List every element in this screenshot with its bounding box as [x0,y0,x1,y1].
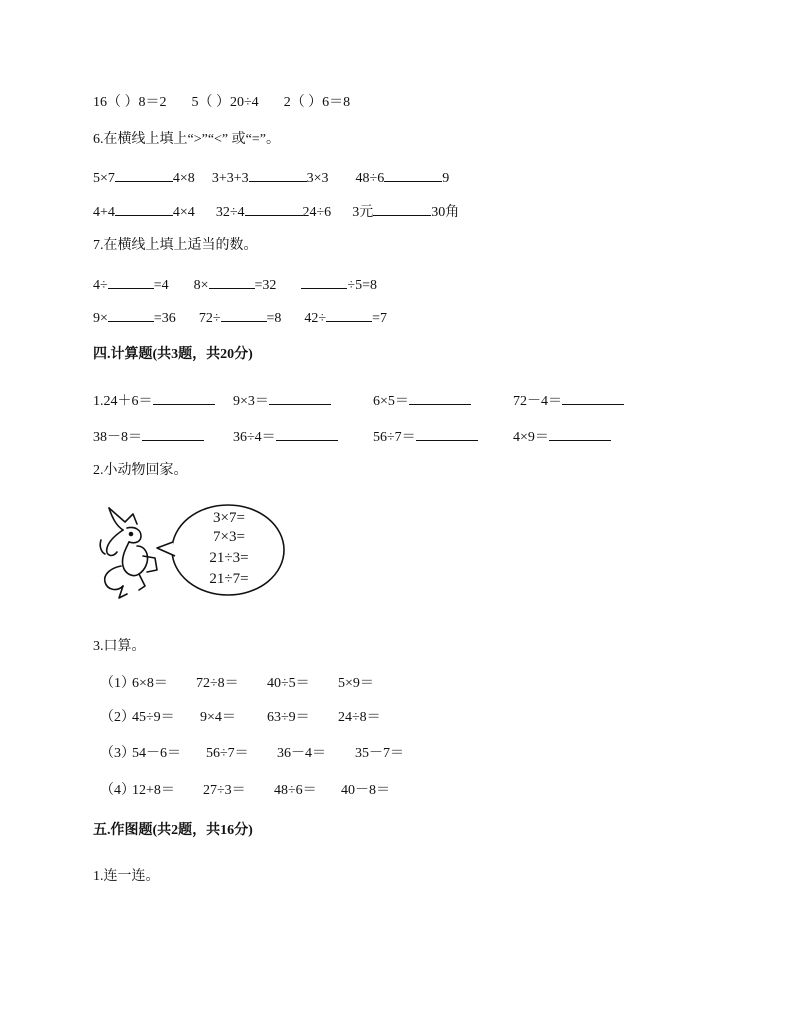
q7-title: 7.在横线上填上适当的数。 [93,238,258,253]
answer-blank[interactable] [549,426,611,441]
q5-row [93,94,350,112]
answer-blank[interactable] [245,201,303,216]
answer-blank[interactable] [209,274,255,289]
q7-r1-right-2: =32 [254,278,277,293]
squirrel-icon [100,508,157,598]
q5-item-2: 5（ ）20÷4 [191,95,259,110]
q7-r2-right-1: =36 [153,311,176,326]
q6-r2-right-2: 24÷6 [302,205,332,220]
q7-r2-right-2: =8 [266,311,282,326]
q6-r2-left-2: 32÷4 [215,205,245,220]
bubble-item-3: 21÷3= [209,550,249,566]
answer-blank[interactable] [115,201,173,216]
section-5-title: 五.作图题(共2题，共16分) [93,823,253,838]
calc-1: 1.24＋6＝ [93,390,215,411]
q6-row-2 [93,201,459,222]
calc-6: 36÷4＝ [233,426,338,447]
oral-item: 40÷5＝ [267,676,310,691]
oral-item: 48÷6＝ [274,783,317,798]
calc-2: 9×3＝ [233,390,331,411]
oral-item: 56÷7＝ [206,746,249,761]
answer-blank[interactable] [276,426,338,441]
bubble-item-4: 21÷7= [209,571,249,587]
answer-blank[interactable] [249,167,307,182]
oral-item: 24÷8＝ [338,710,381,725]
answer-blank[interactable] [115,167,173,182]
q7-r2-right-3: =7 [372,311,387,326]
q6-row-1 [93,167,449,188]
q2-title: 2.小动物回家。 [93,463,188,478]
q6-title: 6.在横线上填上“>”“<” 或“=”。 [93,132,280,147]
q3-title: 3.口算。 [93,639,146,654]
q7-r2-left-1: 9× [93,311,108,326]
oral-item: 45÷9＝ [132,710,175,725]
answer-blank[interactable] [384,167,442,182]
oral-row-num: （2） [100,710,135,725]
answer-blank[interactable] [142,426,204,441]
q6-r1-right-3: 9 [442,171,450,186]
speech-bubble-tail [157,542,175,556]
bubble-item-2: 7×3= [213,529,245,545]
q6-r2-right-3: 30角 [431,205,460,220]
q6-r1-left-3: 48÷6 [355,171,385,186]
q6-r1-right-2: 3×3 [306,171,329,186]
oral-item: 35－7＝ [355,746,404,761]
calc-5: 38－8＝ [93,426,204,447]
q6-r2-right-1: 4×4 [172,205,195,220]
q7-r1-right-3: ÷5=8 [347,278,377,293]
q7-r1-right-1: =4 [153,278,169,293]
q6-r2-left-1: 4+4 [93,205,115,220]
q7-r1-left-2: 8× [193,278,209,293]
section-5-q1-title: 1.连一连。 [93,869,160,884]
oral-item: 54－6＝ [132,746,181,761]
oral-item: 6×8＝ [132,676,168,691]
q7-row-1 [93,274,377,295]
bubble-item-1: 3×7= [213,510,245,526]
q5-item-3: 2（ ）6＝8 [283,95,351,110]
oral-item: 63÷9＝ [267,710,310,725]
answer-blank[interactable] [326,307,372,322]
answer-blank[interactable] [373,201,431,216]
answer-blank[interactable] [416,426,478,441]
answer-blank[interactable] [409,390,471,405]
q7-r2-left-2: 72÷ [198,311,221,326]
answer-blank[interactable] [108,274,154,289]
answer-blank[interactable] [562,390,624,405]
calc-8: 4×9＝ [513,426,611,447]
answer-blank[interactable] [153,390,215,405]
q6-r1-left-1: 5×7 [93,171,115,186]
q7-r2-left-3: 42÷ [304,311,327,326]
oral-row-num: （4） [100,783,135,798]
answer-blank[interactable] [221,307,267,322]
q6-r1-left-2: 3+3+3 [211,171,249,186]
calc-4: 72－4＝ [513,390,624,411]
q7-r1-left-1: 4÷ [93,278,108,293]
answer-blank[interactable] [108,307,154,322]
q6-r2-left-3: 3元 [352,205,374,220]
q5-item-1: 16（ ）8＝2 [93,95,167,110]
answer-blank[interactable] [301,274,347,289]
calc-7: 56÷7＝ [373,426,478,447]
oral-item: 27÷3＝ [203,783,246,798]
oral-row-num: （3） [100,746,135,761]
oral-item: 12+8＝ [132,783,175,798]
q6-r1-right-1: 4×8 [172,171,195,186]
oral-item: 72÷8＝ [196,676,239,691]
oral-row-num: （1） [100,676,135,691]
answer-blank[interactable] [269,390,331,405]
oral-item: 36－4＝ [277,746,326,761]
oral-item: 40－8＝ [341,783,390,798]
section-4-title: 四.计算题(共3题，共20分) [93,347,253,362]
q7-row-2 [93,307,387,328]
oral-item: 5×9＝ [338,676,374,691]
oral-item: 9×4＝ [200,710,236,725]
calc-3: 6×5＝ [373,390,471,411]
